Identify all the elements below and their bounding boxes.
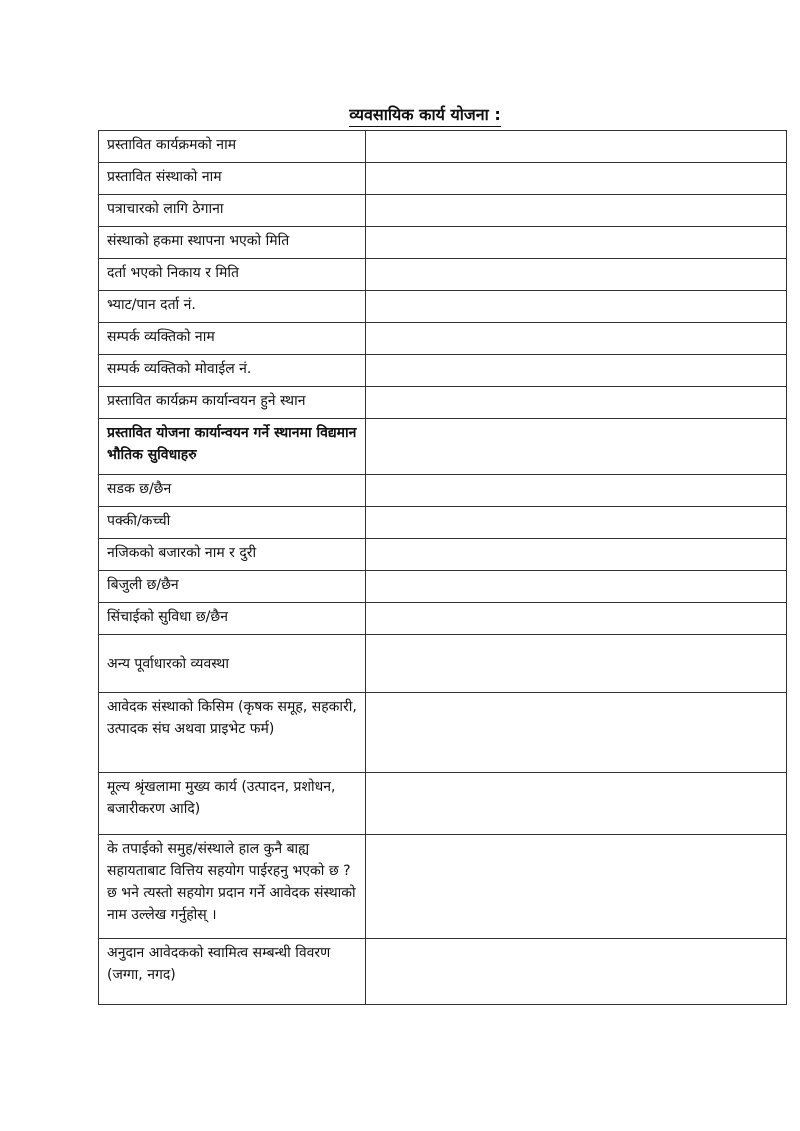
table-row xyxy=(99,195,787,227)
row-label: पत्राचारको लागि ठेगाना xyxy=(99,195,366,227)
table-row xyxy=(99,507,787,539)
table-row xyxy=(99,939,787,1005)
table-row xyxy=(99,355,787,387)
row-label: सम्पर्क व्यक्तिको नाम xyxy=(99,323,366,355)
table-row xyxy=(99,635,787,693)
row-value-field[interactable] xyxy=(366,571,787,603)
row-value-field[interactable] xyxy=(366,323,787,355)
business-plan-form-table xyxy=(98,130,787,1005)
row-label: पक्की/कच्ची xyxy=(99,507,366,539)
row-value-field[interactable] xyxy=(366,475,787,507)
row-value-field[interactable] xyxy=(366,693,787,773)
table-row xyxy=(99,163,787,195)
row-label: नजिकको बजारको नाम र दुरी xyxy=(99,539,366,571)
row-value-field[interactable] xyxy=(366,227,787,259)
row-value-field[interactable] xyxy=(366,291,787,323)
row-value-field[interactable] xyxy=(366,131,787,163)
table-row xyxy=(99,227,787,259)
table-row xyxy=(99,131,787,163)
row-value-field[interactable] xyxy=(366,539,787,571)
row-label: दर्ता भएको निकाय र मिति xyxy=(99,259,366,291)
row-value-field[interactable] xyxy=(366,635,787,693)
row-value-field[interactable] xyxy=(366,355,787,387)
table-row xyxy=(99,475,787,507)
row-label: प्रस्तावित संस्थाको नाम xyxy=(99,163,366,195)
row-value-field[interactable] xyxy=(366,939,787,1005)
row-label: सम्पर्क व्यक्तिको मोवाईल नं. xyxy=(99,355,366,387)
table-row xyxy=(99,603,787,635)
table-row xyxy=(99,419,787,475)
table-row xyxy=(99,259,787,291)
row-label: सडक छ/छैन xyxy=(99,475,366,507)
row-label: संस्थाको हकमा स्थापना भएको मिति xyxy=(99,227,366,259)
page-title-text: व्यवसायिक कार्य योजना : xyxy=(349,105,500,127)
row-value-field[interactable] xyxy=(366,507,787,539)
table-row xyxy=(99,693,787,773)
table-row xyxy=(99,291,787,323)
row-label: मूल्य श्रृंखलामा मुख्य कार्य (उत्पादन, प्रशोधन, बजारीकरण आदि) xyxy=(99,773,366,835)
row-value-field[interactable] xyxy=(366,259,787,291)
row-value-field[interactable] xyxy=(366,835,787,939)
row-value-field[interactable] xyxy=(366,163,787,195)
row-label-section-heading: प्रस्तावित योजना कार्यान्वयन गर्ने स्थानमा विद्यमान भौतिक सुविधाहरु xyxy=(99,419,366,475)
row-value-field[interactable] xyxy=(366,419,787,475)
row-value-field[interactable] xyxy=(366,195,787,227)
row-label: आवेदक संस्थाको किसिम (कृषक समूह, सहकारी, उत्पादक संघ अथवा प्राइभेट फर्म) xyxy=(99,693,366,773)
row-value-field[interactable] xyxy=(366,603,787,635)
row-label: अन्य पूर्वाधारको व्यवस्था xyxy=(99,635,366,693)
row-label: भ्याट/पान दर्ता नं. xyxy=(99,291,366,323)
row-label: अनुदान आवेदकको स्वामित्व सम्बन्धी विवरण (जग्गा, नगद) xyxy=(99,939,366,1005)
table-row xyxy=(99,323,787,355)
row-value-field[interactable] xyxy=(366,387,787,419)
row-label: प्रस्तावित कार्यक्रम कार्यान्वयन हुने स्थान xyxy=(99,387,366,419)
table-row xyxy=(99,835,787,939)
row-label: प्रस्तावित कार्यक्रमको नाम xyxy=(99,131,366,163)
table-row xyxy=(99,387,787,419)
page-title xyxy=(0,103,800,125)
row-label: बिजुली छ/छैन xyxy=(99,571,366,603)
table-row xyxy=(99,571,787,603)
row-label: के तपाईको समुह/संस्थाले हाल कुनै बाह्य सहायताबाट वित्तिय सहयोग पाईरहनु भएको छ ? छ भने त्यस्तो सहयोग प्रदान गर्ने आवेदक संस्थाको नाम उल्लेख गर्नुहोस् । xyxy=(99,835,366,939)
row-value-field[interactable] xyxy=(366,773,787,835)
row-label: सिंचाईको सुविधा छ/छैन xyxy=(99,603,366,635)
table-row xyxy=(99,539,787,571)
table-row xyxy=(99,773,787,835)
